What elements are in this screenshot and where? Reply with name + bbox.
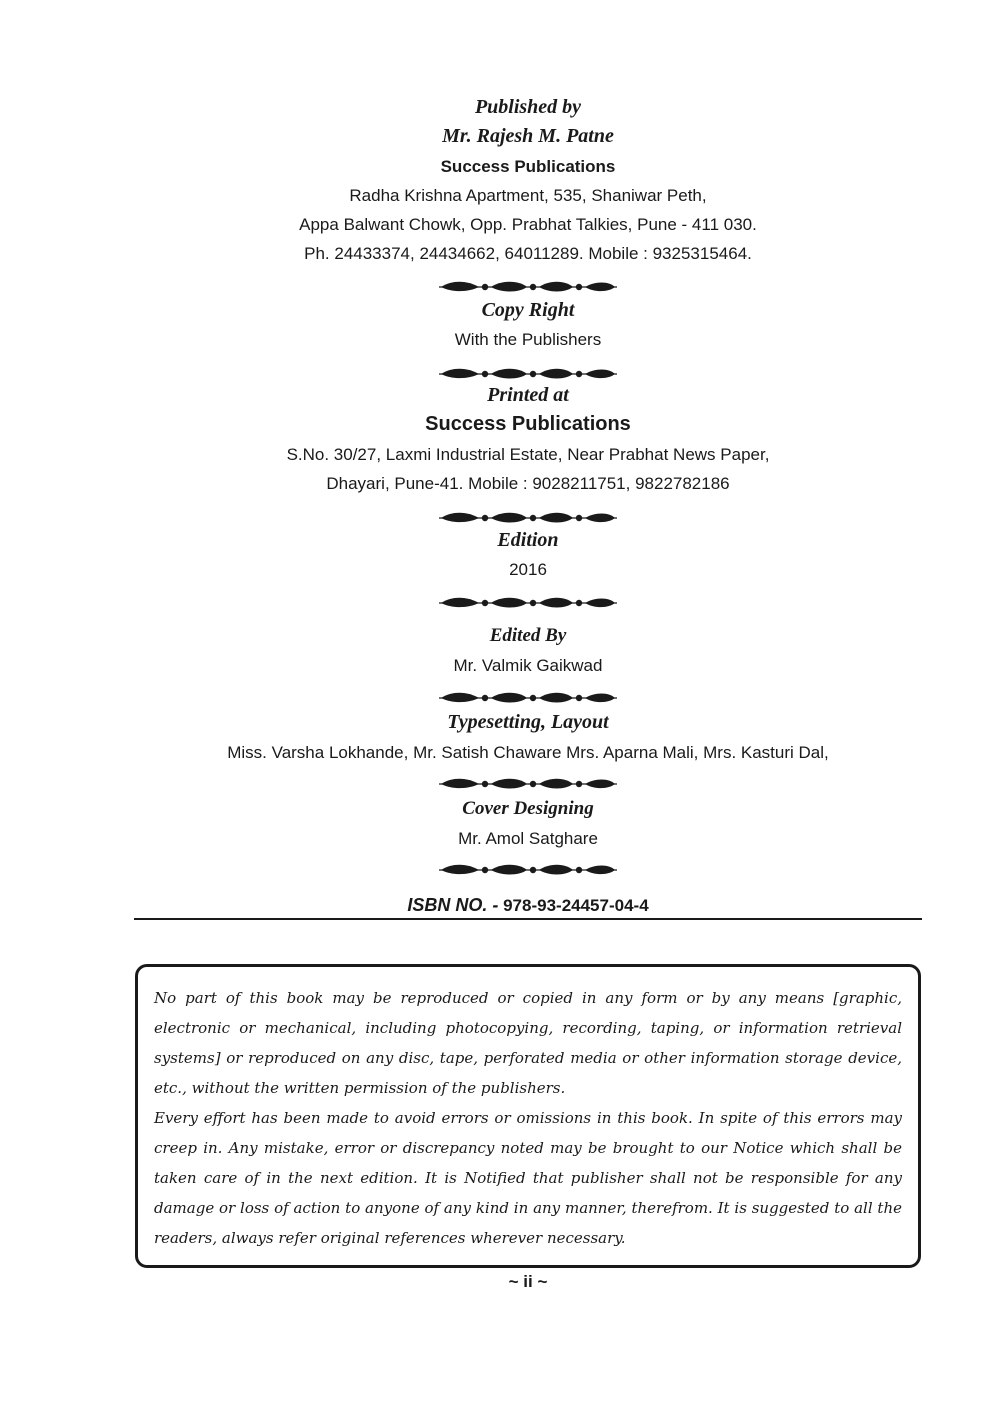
printer-company: Success Publications (425, 413, 631, 435)
leaf-vine-divider-icon (439, 690, 617, 706)
edition-heading: Edition (497, 529, 559, 551)
isbn-line (0, 895, 992, 916)
printed-at-heading: Printed at (487, 384, 569, 406)
typesetting-names: Miss. Varsha Lokhande, Mr. Satish Chaware Mrs. Aparna Mali, Mrs. Kasturi Dal, (227, 743, 829, 762)
notice-paragraph-errors: Every effort has been made to avoid errors or omissions in this book. In spite of this errors may creep in. Any mistake, error or discrepancy noted may be brought to our Notice which shall be taken care of in the next edition. It is Notified that publisher shall not be responsible for any damage or loss of action to anyone of any kind in any manner, therefrom. It is suggested to all the readers, always refer original references wherever necessary. (154, 1109, 902, 1247)
leaf-vine-divider-icon (439, 776, 617, 792)
notice-paragraph-reproduction: No part of this book may be reproduced or copied in any form or by any means [graphic, electronic or mechanical, including photocopying, recording, taping, or information retrieval systems] or reproduced on any disc, tape, perforated media or other information storage device, etc., without the written permission of the publishers. (154, 989, 902, 1097)
publisher-phone: Ph. 24433374, 24434662, 64011289. Mobile : 9325315464. (304, 244, 752, 263)
leaf-vine-divider-icon (439, 862, 617, 878)
leaf-vine-divider-icon (439, 279, 617, 295)
isbn-label: ISBN NO. - (407, 895, 499, 915)
edition-year: 2016 (509, 560, 547, 579)
published-by-heading: Published by (474, 96, 582, 118)
copyright-heading: Copy Right (481, 299, 575, 321)
publisher-address-line1: Radha Krishna Apartment, 535, Shaniwar Peth, (349, 186, 707, 205)
copyright-notice-box (135, 964, 921, 1268)
leaf-vine-divider-icon (439, 510, 617, 526)
isbn-value: 978-93-24457-04-4 (503, 896, 649, 915)
cover-design-heading: Cover Designing (462, 798, 594, 819)
copyright-text: With the Publishers (454, 330, 602, 349)
edited-by-heading: Edited By (489, 625, 567, 646)
editor-name: Mr. Valmik Gaikwad (453, 656, 603, 675)
leaf-vine-divider-icon (439, 595, 617, 611)
printer-address-line2: Dhayari, Pune-41. Mobile : 9028211751, 9822782186 (326, 474, 730, 493)
typesetting-heading: Typesetting, Layout (447, 711, 609, 733)
cover-designer-name: Mr. Amol Satghare (458, 829, 598, 848)
printer-address-line1: S.No. 30/27, Laxmi Industrial Estate, Near Prabhat News Paper, (286, 445, 770, 464)
leaf-vine-divider-icon (439, 366, 617, 382)
horizontal-rule (134, 918, 922, 920)
page-number: ~ ii ~ (508, 1272, 548, 1291)
publisher-address-line2: Appa Balwant Chowk, Opp. Prabhat Talkies, Pune - 411 030. (299, 215, 757, 234)
publisher-company: Success Publications (440, 157, 616, 176)
publisher-name: Mr. Rajesh M. Patne (442, 125, 614, 147)
